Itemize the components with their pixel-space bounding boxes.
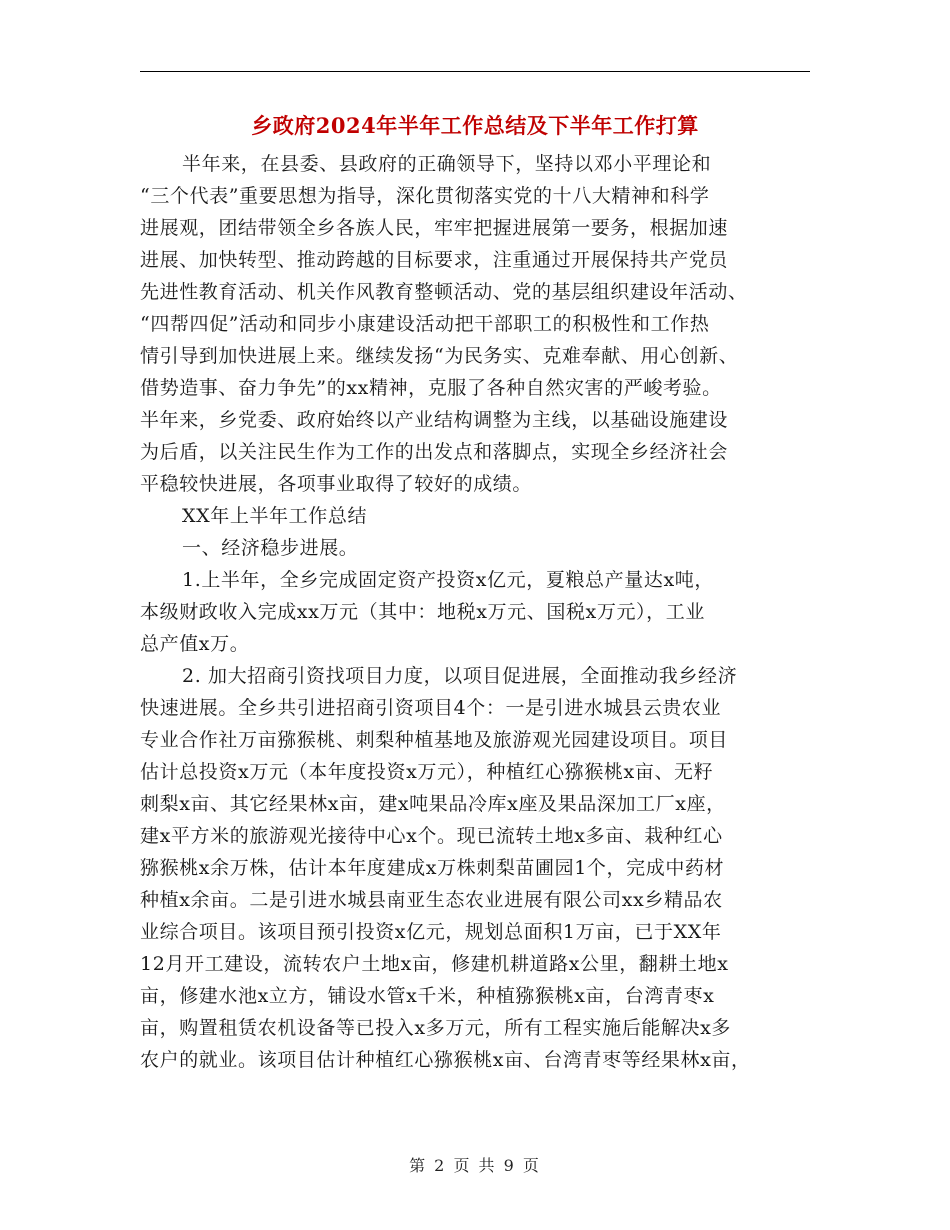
paragraph-line: 12月开工建设，流转农户土地x亩，修建机耕道路x公里，翻耕土地x bbox=[140, 953, 729, 975]
paragraph-line: 业综合项目。该项目预引投资x亿元，规划总面积1万亩，已于XX年 bbox=[140, 921, 722, 943]
paragraph-line: 估计总投资x万元（本年度投资x万元），种植红心猕猴桃x亩、无籽 bbox=[140, 761, 714, 783]
paragraph-line: 半年来，在县委、县政府的正确领导下，坚持以邓小平理论和 bbox=[182, 153, 712, 175]
section-heading: 一、经济稳步进展。 bbox=[182, 537, 359, 559]
paragraph-line: 亩，修建水池x立方，铺设水管x千米，种植猕猴桃x亩，台湾青枣x bbox=[140, 985, 715, 1007]
paragraph-line: 猕猴桃x余万株，估计本年度建成x万株刺梨苗圃园1个，完成中药材 bbox=[140, 857, 725, 879]
paragraph-line: 本级财政收入完成xx万元（其中：地税x万元、国税x万元），工业 bbox=[140, 601, 705, 623]
document-body bbox=[140, 148, 840, 1076]
paragraph-line: 平稳较快进展，各项事业取得了较好的成绩。 bbox=[140, 473, 533, 495]
paragraph-line: “四帮四促”活动和同步小康建设活动把干部职工的积极性和工作热 bbox=[140, 313, 710, 335]
document-title: 乡政府2024年半年工作总结及下半年工作打算 bbox=[251, 113, 699, 138]
page-number-footer: 第 2 页 共 9 页 bbox=[409, 1156, 541, 1175]
paragraph-line: 进展观，团结带领全乡各族人民，牢牢把握进展第一要务，根据加速 bbox=[140, 217, 729, 239]
paragraph-line: 农户的就业。该项目估计种植红心猕猴桃x亩、台湾青枣等经果林x亩， bbox=[140, 1049, 751, 1071]
section-heading: XX年上半年工作总结 bbox=[182, 505, 368, 527]
paragraph-line: 亩，购置租赁农机设备等已投入x多万元，所有工程实施后能解决x多 bbox=[140, 1017, 732, 1039]
paragraph-line: 1.上半年，全乡完成固定资产投资x亿元，夏粮总产量达x吨， bbox=[182, 569, 714, 591]
paragraph-line: 借势造事、奋力争先”的xx精神，克服了各种自然灾害的严峻考验。 bbox=[140, 377, 722, 399]
paragraph-line: 种植x余亩。二是引进水城县南亚生态农业进展有限公司xx乡精品农 bbox=[140, 889, 723, 911]
paragraph-line: 总产值x万。 bbox=[140, 633, 250, 655]
paragraph-line: 专业合作社万亩猕猴桃、刺梨种植基地及旅游观光园建设项目。项目 bbox=[140, 729, 729, 751]
paragraph-line: 刺梨x亩、其它经果林x亩，建x吨果品冷库x座及果品深加工厂x座， bbox=[140, 793, 726, 815]
paragraph-line: 为后盾，以关注民生作为工作的出发点和落脚点，实现全乡经济社会 bbox=[140, 441, 729, 463]
paragraph-line: 半年来，乡党委、政府始终以产业结构调整为主线，以基础设施建设 bbox=[140, 409, 729, 431]
header-rule bbox=[140, 71, 810, 72]
paragraph-line: 2. 加大招商引资找项目力度，以项目促进展，全面推动我乡经济 bbox=[182, 665, 738, 687]
paragraph-line: 进展、加快转型、推动跨越的目标要求，注重通过开展保持共产党员 bbox=[140, 249, 729, 271]
paragraph-line: “三个代表”重要思想为指导，深化贯彻落实党的十八大精神和科学 bbox=[140, 185, 710, 207]
paragraph-line: 情引导到加快进展上来。继续发扬“为民务实、克难奉献、用心创新、 bbox=[140, 345, 739, 367]
paragraph-line: 建x平方米的旅游观光接待中心x个。现已流转土地x多亩、栽种红心 bbox=[140, 825, 723, 847]
paragraph-line: 快速进展。全乡共引进招商引资项目4个：一是引进水城县云贵农业 bbox=[140, 697, 722, 719]
paragraph-line: 先进性教育活动、机关作风教育整顿活动、党的基层组织建设年活动、 bbox=[140, 281, 748, 303]
